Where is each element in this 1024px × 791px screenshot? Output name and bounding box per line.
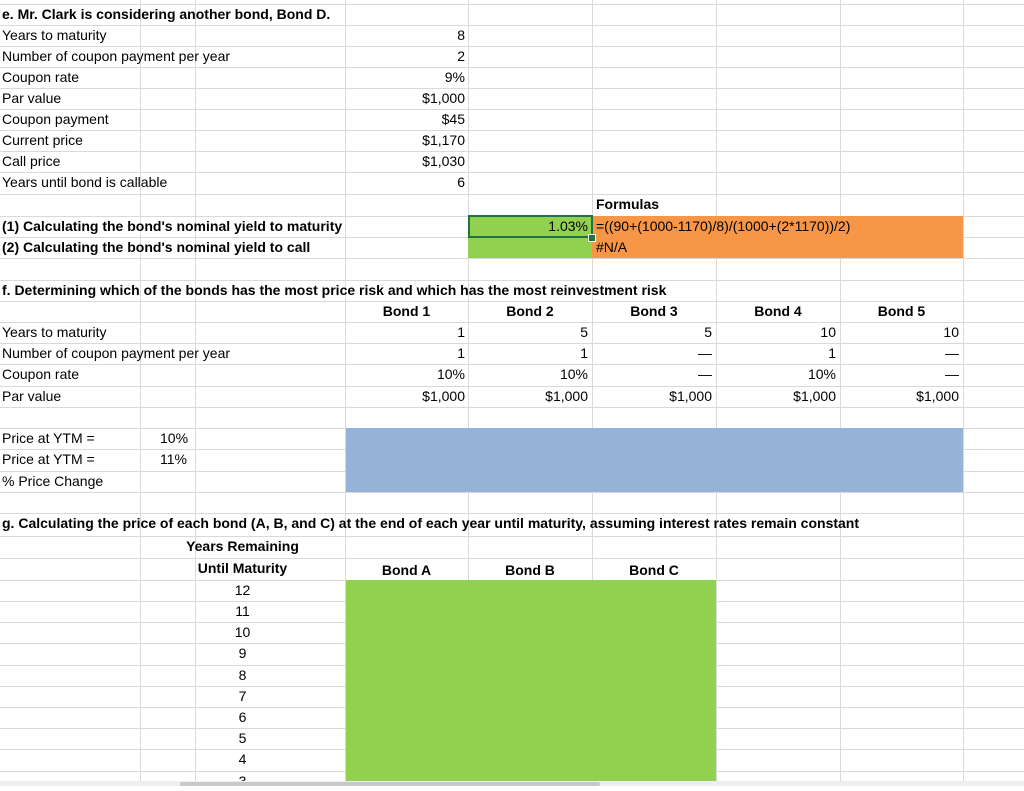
cell-label[interactable]: Years to maturity (2, 27, 107, 43)
cell-label[interactable]: Par value (2, 90, 62, 106)
year-cell[interactable]: 7 (238, 688, 247, 704)
grid-row-line (0, 258, 1024, 259)
until-maturity-header[interactable]: Until Maturity (197, 560, 288, 576)
cell-value[interactable]: $1,000 (916, 388, 959, 404)
bond-header[interactable]: Bond 4 (754, 303, 802, 319)
cell-value[interactable]: 1 (457, 324, 465, 340)
bond-header[interactable]: Bond 1 (382, 303, 431, 319)
cell-value[interactable]: 10 (820, 324, 836, 340)
grid-row-line (0, 88, 1024, 89)
ytm-formula-text[interactable]: =((90+(1000-1170)/8)/(1000+(2*1170))/2) (596, 218, 851, 234)
cell-value[interactable]: — (945, 345, 959, 361)
year-cell[interactable]: 6 (238, 709, 247, 725)
cell-label[interactable]: Price at YTM = (2, 430, 95, 446)
year-cell[interactable]: 8 (238, 667, 247, 683)
ytm-result-cell[interactable]: 1.03% (548, 218, 588, 234)
bond-prices-fill (346, 580, 716, 786)
section-e-title: e. Mr. Clark is considering another bond, Bond D. (2, 6, 331, 22)
cell-value[interactable]: — (698, 345, 712, 361)
cell-value[interactable]: 1 (828, 345, 836, 361)
price-change-fill (346, 428, 963, 492)
grid-row-line (0, 25, 1024, 26)
cell-value[interactable]: 5 (704, 324, 712, 340)
grid-row-line (0, 151, 1024, 152)
bond-header[interactable]: Bond C (629, 562, 679, 578)
bond-header[interactable]: Bond 2 (506, 303, 554, 319)
cell-value[interactable]: $1,170 (422, 132, 465, 148)
cell-value[interactable]: $1,000 (545, 388, 588, 404)
cell-value[interactable]: $1,000 (422, 388, 465, 404)
bond-header[interactable]: Bond A (381, 562, 432, 578)
years-remaining-header[interactable]: Years Remaining (186, 538, 299, 554)
fill-handle[interactable] (588, 234, 596, 242)
ytm-rate-cell[interactable]: 11% (160, 451, 187, 467)
cell-label[interactable]: Number of coupon payment per year (2, 345, 231, 361)
year-cell[interactable]: 9 (238, 645, 247, 661)
cell-value[interactable]: 10% (807, 366, 836, 382)
grid-row-line (0, 194, 1024, 195)
cell-value[interactable]: 9% (444, 69, 465, 85)
section-g-title: g. Calculating the price of each bond (A, B, and C) at the end of each year until maturity, assuming interest rates remain constant (2, 515, 860, 531)
bond-header[interactable]: Bond 5 (877, 303, 926, 319)
cell-value[interactable]: 8 (457, 27, 465, 43)
bond-header[interactable]: Bond B (505, 562, 555, 578)
cell-value[interactable]: $1,000 (669, 388, 712, 404)
horizontal-scroll-thumb[interactable] (180, 782, 600, 786)
year-cell[interactable]: 12 (234, 582, 251, 598)
year-cell[interactable]: 4 (238, 751, 247, 767)
cell-value[interactable]: 1 (580, 345, 588, 361)
cell-label[interactable]: Call price (2, 153, 61, 169)
cell-value[interactable]: 1 (457, 345, 465, 361)
section-f-title: f. Determining which of the bonds has the most price risk and which has the most reinvestment risk (2, 282, 667, 298)
ytm-calc-label[interactable]: (1) Calculating the bond's nominal yield to maturity (2, 218, 343, 234)
cell-label[interactable]: Years until bond is callable (2, 174, 168, 190)
cell-value[interactable]: 6 (457, 174, 465, 190)
cell-label[interactable]: % Price Change (2, 473, 104, 489)
grid-row-line (0, 492, 1024, 493)
grid-row-line (0, 67, 1024, 68)
grid-row-line (0, 130, 1024, 131)
cell-label[interactable]: Par value (2, 388, 62, 404)
ytc-calc-label[interactable]: (2) Calculating the bond's nominal yield to call (2, 239, 311, 255)
cell-value[interactable]: 10% (436, 366, 465, 382)
cell-label[interactable]: Current price (2, 132, 83, 148)
cell-value[interactable]: — (945, 366, 959, 382)
cell-label[interactable]: Number of coupon payment per year (2, 48, 231, 64)
cell-value[interactable]: 2 (457, 48, 465, 64)
cell-label[interactable]: Coupon rate (2, 366, 80, 382)
year-cell[interactable]: 10 (234, 624, 251, 640)
ytm-rate-cell[interactable]: 10% (160, 430, 189, 446)
cell-value[interactable]: 10 (943, 324, 959, 340)
cell-label[interactable]: Coupon rate (2, 69, 80, 85)
cell-value[interactable]: $1,030 (422, 153, 465, 169)
cell-value[interactable]: 10% (559, 366, 588, 382)
selected-cell-border[interactable] (468, 215, 593, 238)
grid-row-line (0, 407, 1024, 408)
cell-value[interactable]: $1,000 (422, 90, 465, 106)
ytc-formula-text[interactable]: #N/A (596, 239, 628, 255)
cell-value[interactable]: — (698, 366, 712, 382)
grid-row-line (0, 109, 1024, 110)
year-cell[interactable]: 5 (238, 730, 247, 746)
cell-label[interactable]: Price at YTM = (2, 451, 95, 467)
formulas-header[interactable]: Formulas (596, 196, 660, 212)
cell-value[interactable]: $45 (441, 111, 465, 127)
cell-label[interactable]: Coupon payment (2, 111, 109, 127)
cell-value[interactable]: 5 (580, 324, 588, 340)
cell-value[interactable]: $1,000 (793, 388, 836, 404)
year-cell[interactable]: 11 (235, 603, 250, 619)
bond-header[interactable]: Bond 3 (630, 303, 678, 319)
cell-label[interactable]: Years to maturity (2, 324, 107, 340)
